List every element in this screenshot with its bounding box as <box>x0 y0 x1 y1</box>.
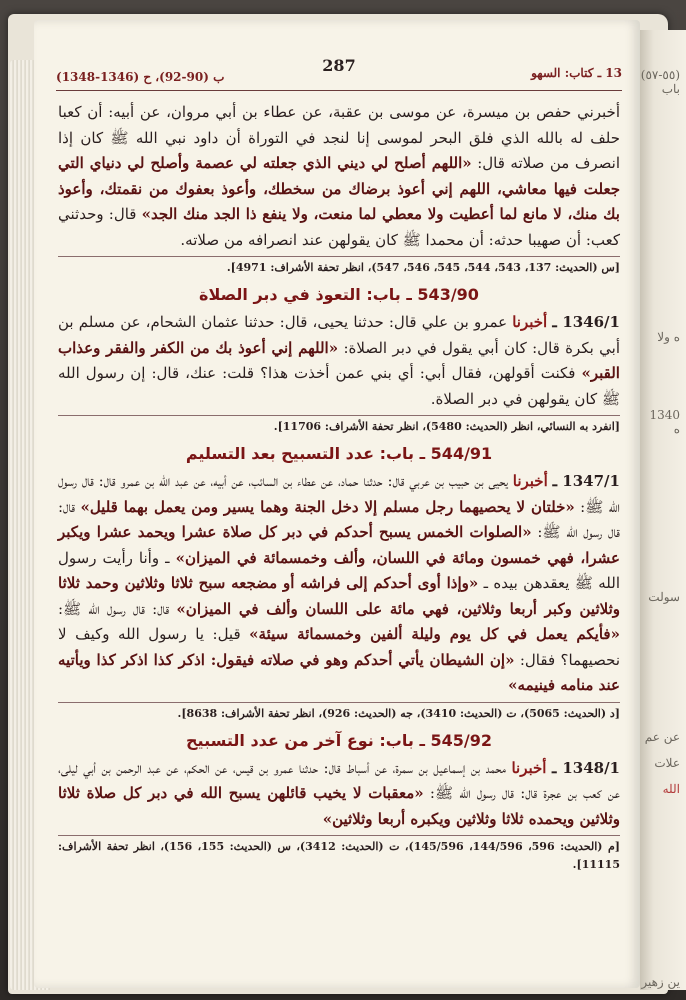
takhrij-reference: [م (الحديث: 596، 144/596، 145/596)، ت (الحديث: 3412)، س (الحديث: 155، 156)، انظر تحفة الأشراف: 11115]. <box>58 835 620 874</box>
hadith-text: فكنت أقولهن، فقال أبي: أي بني عمن أخذت هذا؟ قلت: عنك، قال: إن رسول الله ﷺ كان يقولهن في دبر الصلاة. <box>58 364 620 408</box>
hadith-opening: أخبرنا <box>512 472 548 490</box>
hadith-text: قال: وحدثني كعب: أن صهيبا حدثه: أن محمدا ﷺ كان يقولهن عند انصرافه من صلاته. <box>58 205 620 249</box>
takhrij-reference: [انفرد به النسائي، انظر (الحديث: 5480)، انظر تحفة الأشراف: 11706]. <box>58 415 620 436</box>
running-title: 13 ـ كتاب: السهو <box>531 66 622 80</box>
facing-page-fragment: ه ولا <box>657 330 680 344</box>
hadith-opening: أخبرنا <box>511 758 547 777</box>
facing-page-fragment: 1340 ه <box>649 408 680 436</box>
chapter-heading: 544/91 ـ باب: عدد التسبيح بعد التسليم <box>185 444 493 463</box>
facing-page-fragment: الله <box>662 782 680 796</box>
chapter-heading: 543/90 ـ باب: التعوذ في دبر الصلاة <box>199 285 479 304</box>
facing-page-edge <box>640 30 686 990</box>
hadith-1348 <box>58 756 620 833</box>
takhrij-reference: [د (الحديث: 5065)، ت (الحديث: 3410)، جه (الحديث: 926)، انظر تحفة الأشراف: 8638]. <box>58 702 620 723</box>
hadith-text: عمرو بن علي قال: حدثنا يحيى، قال: حدثنا عثمان الشحام، عن مسلم بن أبي بكرة قال: كان أبي يقول في دبر الصلاة: <box>58 313 620 357</box>
page-body <box>58 100 620 874</box>
hadith-range: ب (90-92)، ح (1346-1348) <box>56 70 225 84</box>
page-header <box>56 56 622 91</box>
hadith-text: أخبرني حفص بن ميسرة، عن موسى بن عقبة، عن عطاء بن أبي مروان، عن أبيه: أن كعبا حلف له بالله الذي فلق البحر لموسى إنا لنجد في التوراة أن داود نبي الله ﷺ كان إذا انصرف من صلاته قال: <box>58 103 620 172</box>
hadith-number: 1346/1 ـ <box>552 313 620 331</box>
hadith-matn: «وإذا أوى أحدكم إلى فراشه أو مضجعه سبح ثلاثا وثلاثين وحمد ثلاثا وثلاثين وكبر أربعا وثلاثين، فهي مائة على اللسان وألف في الميزان» <box>58 574 621 618</box>
facing-page-fragment: سولت <box>648 590 680 604</box>
hadith-text: قال: قال رسول الله ﷺ: <box>58 599 170 618</box>
facing-page-fragment: عن عم <box>644 730 680 744</box>
hadith-matn: «خلتان لا يحصيهما رجل مسلم إلا دخل الجنة وهما يسير ومن يعمل بهما قليل» <box>80 497 575 516</box>
hadith-matn: «معقبات لا يخيب قائلهن يسبح الله في دبر كل صلاة ثلاثا وثلاثين ويحمده ثلاثا وثلاثين ويكبره أربعا وثلاثين» <box>58 784 620 828</box>
hadith-opening: أخبرنا <box>512 313 548 331</box>
facing-page-fragment: ين زهير <box>641 975 680 989</box>
facing-page-fragment: (٥٥-٥٧) باب <box>640 68 680 96</box>
page-number: 287 <box>322 56 356 75</box>
hadith-1347 <box>58 469 620 699</box>
hadith-number: 1347/1 ـ <box>552 472 620 490</box>
hadith-matn: «اللهم أصلح لي ديني الذي جعلته لي عصمة وأصلح لي دنياي التي جعلت فيها معاشي، اللهم إني أعوذ برضاك من سخطك، وأعوذ بعفوك من نقمتك، وأعوذ بك منك، لا مانع لما أعطيت ولا معطي لما منعت، ولا ينفع ذا الجد منك الجد» <box>58 154 620 223</box>
hadith-matn: «الصلوات الخمس يسبح أحدكم في دبر كل صلاة عشرا ويحمد عشرا ويكبر عشرا، فهي خمسون ومائة في اللسان، وألف وخمسمائة في الميزان» <box>58 523 620 567</box>
hadith-previous <box>58 100 620 253</box>
hadith-text: ـ وأنا رأيت رسول الله ﷺ يعقدهن بيده ـ <box>58 548 620 592</box>
hadith-matn: «اللهم إني أعوذ بك من الكفر والفقر وعذاب القبر» <box>58 338 620 382</box>
hadith-text: يحيى بن حبيب بن عربي قال: حدثنا حماد، عن عطاء بن السائب، عن أبيه، عن عبد الله بن عمرو قال: قال رسول الله ﷺ: <box>58 472 620 516</box>
hadith-text: قيل: يا رسول الله وكيف لا نحصيهما؟ فقال: <box>58 625 620 669</box>
takhrij-reference: [س (الحديث: 137، 543، 544، 545، 546، 547)، انظر تحفة الأشراف: 4971]. <box>58 256 620 277</box>
hadith-text: قال: قال رسول الله ﷺ: <box>58 497 620 541</box>
hadith-text: محمد بن إسماعيل بن سمرة، عن أسباط قال: حدثنا عمرو بن قيس، عن الحكم، عن عبد الرحمن بن أبي ليلى، عن كعب بن عجرة قال: قال رسول الله ﷺ: <box>58 758 620 802</box>
hadith-matn: «فأيكم يعمل في كل يوم وليلة ألفين وخمسمائة سيئة» <box>249 625 620 643</box>
facing-page-fragment: علات <box>654 756 680 770</box>
hadith-number: 1348/1 ـ <box>551 758 620 777</box>
hadith-matn: «إن الشيطان يأتي أحدكم وهو في صلاته فيقول: اذكر كذا اذكر كذا ويأتيه عند منامه فينيمه» <box>58 650 620 694</box>
hadith-1346 <box>58 310 620 412</box>
chapter-heading: 545/92 ـ باب: نوع آخر من عدد التسبيح <box>186 730 492 750</box>
